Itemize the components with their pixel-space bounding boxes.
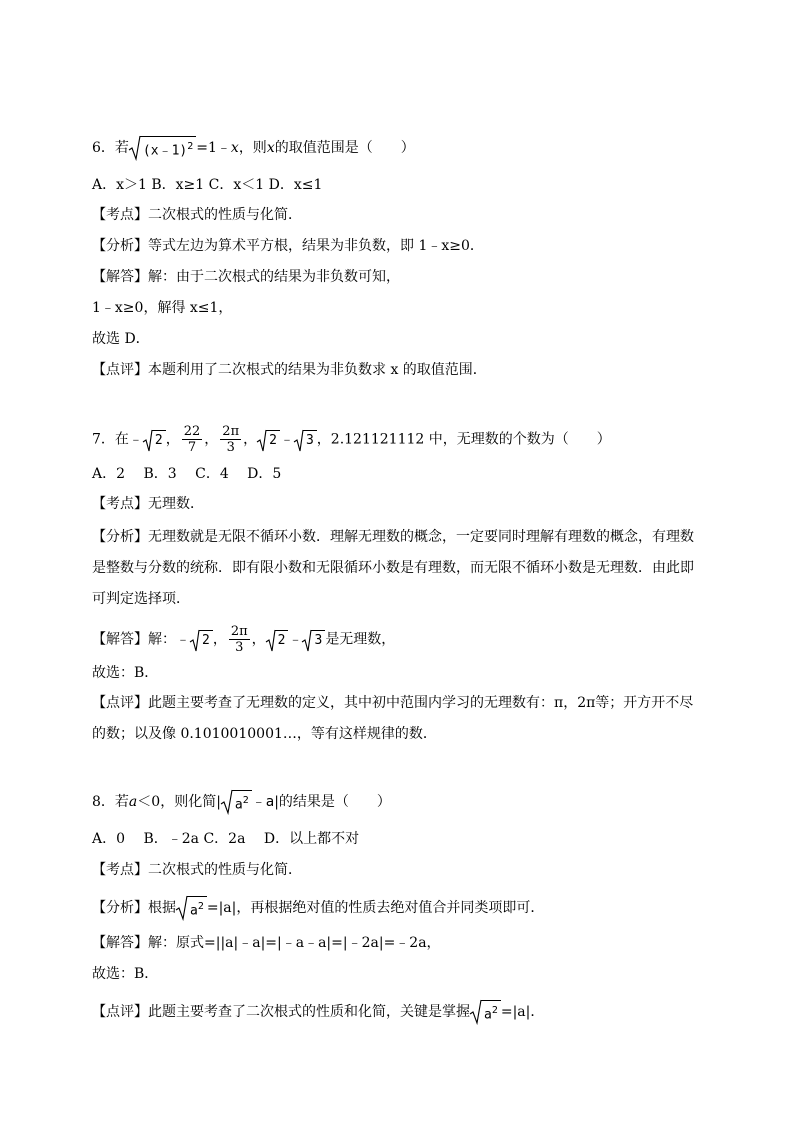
q8-radicand: a	[234, 797, 243, 813]
q6-prefix: 6．若	[92, 140, 129, 157]
q7-stem: 7．在﹣ 2 ， $\frac{22}{7}$ ， $\frac{2\pi}{3}$ ， 2 ﹣ 3 ，2.121121112 中，无理数的个数为（ ）	[92, 424, 611, 455]
q7-answer: 故选：B．	[92, 665, 159, 681]
q7-jieda-sqrt3	[302, 630, 325, 650]
dianping-text: 本题利用了二次根式的结果为非负数求 x 的取值范围．	[148, 362, 487, 378]
jieda-tag: 【解答】	[92, 631, 148, 648]
q8-var-a: a	[128, 794, 138, 811]
q7-sqrt3	[294, 430, 317, 450]
dianping-text: 此题主要考查了无理数的定义，其中初中范围内学习的无理数有：π，2π等；开方开不尽的数；以及像 0.1010010001…，等有这样规律的数．	[92, 695, 694, 742]
q7-sqrt2-b	[257, 430, 280, 450]
radical-sign-icon	[221, 790, 233, 814]
radical-sign-icon	[302, 630, 312, 652]
q6-equals: =1﹣	[196, 140, 231, 157]
numerator: 2π	[222, 424, 240, 439]
denominator: 3	[226, 440, 235, 455]
q6-kaodian	[92, 205, 302, 225]
q8-prefix: 8．若	[92, 794, 129, 811]
q8-dianping	[92, 1000, 544, 1024]
fenxi-post: ，再根据绝对值的性质去绝对值合并同类项即可．	[236, 900, 545, 917]
q8-answer: 故选：B．	[92, 966, 159, 982]
radical-sign-icon	[190, 630, 200, 652]
kaodian-tag: 【考点】	[92, 207, 148, 223]
q7-dianping	[92, 688, 704, 750]
q6-fenxi	[92, 236, 484, 256]
dianping-tag: 【点评】	[92, 1004, 148, 1021]
q7-prefix: 7．在﹣	[92, 431, 143, 448]
dianping-tag: 【点评】	[92, 695, 148, 711]
q8-fenxi-sqrt	[176, 896, 207, 920]
jieda-text: 解：由于二次根式的结果为非负数可知，	[148, 269, 400, 285]
dianping-eq: =|a|．	[500, 1004, 545, 1021]
denominator: 7	[187, 440, 197, 455]
exponent: 2	[197, 901, 204, 912]
jieda-text: 解：原式=||a|﹣a|=|﹣a﹣a|=|﹣2a|=﹣2a，	[148, 935, 441, 951]
q6-answer: 故选 D．	[92, 331, 150, 347]
q6-options: A．x＞1 B．x≥1 C．x＜1 D．x≤1	[92, 177, 323, 193]
jieda-pre: 解：﹣	[148, 631, 190, 648]
q8-sqrt-expression	[221, 790, 252, 814]
q7-tail: ，2.121121112 中，无理数的个数为（ ）	[316, 431, 611, 448]
numerator: 22	[183, 424, 201, 439]
exponent: 2	[491, 1005, 498, 1016]
radicand-3: 3	[303, 430, 317, 449]
fenxi-text: 无理数就是无限不循环小数．理解无理数的概念，一定要同时理解有理数的概念，有理数是整数与分数的统称．即有限小数和无限循环小数是有理数，而无限不循环小数是无理数．由此即可判定选择项．	[92, 529, 694, 607]
radicand: a	[190, 903, 198, 919]
radicand-2: 2	[266, 430, 280, 449]
q6-question-end: 的取值范围是（ ）	[274, 140, 415, 157]
q7-kaodian	[92, 494, 204, 514]
q6-dianping	[92, 360, 487, 380]
q8-kaodian	[92, 860, 302, 880]
radical-sign-icon	[129, 136, 141, 160]
kaodian-text: 无理数．	[148, 496, 204, 512]
q8-fenxi	[92, 896, 544, 920]
dianping-pre: 此题主要考查了二次根式的性质和化简，关键是掌握	[148, 1004, 470, 1021]
q6-radicand: (x﹣1)	[142, 143, 188, 159]
jieda-tag: 【解答】	[92, 935, 148, 951]
q6-suffix: ，则	[238, 140, 267, 157]
q7-fraction-22-7	[182, 424, 203, 455]
q8-suffix: |的结果是（ ）	[274, 794, 391, 811]
radical-sign-icon	[176, 896, 188, 920]
radical-sign-icon	[266, 630, 276, 652]
q6-exponent: 2	[187, 141, 194, 152]
q8-condition: ＜0，则化简|	[137, 794, 221, 811]
radicand-2: 2	[152, 430, 166, 449]
kaodian-tag: 【考点】	[92, 496, 148, 512]
q7-jieda: 【解答】解：﹣ 2 ， $\frac{2\pi}{3}$ ， 2 ﹣ 3 是无理数，	[92, 624, 396, 655]
radical-sign-icon	[294, 430, 304, 452]
q7-fenxi	[92, 522, 704, 615]
numerator: 2π	[230, 624, 248, 639]
fenxi-tag: 【分析】	[92, 238, 148, 254]
q7-options: A．2 B．3 C．4 D．5	[92, 466, 282, 482]
kaodian-text: 二次根式的性质与化简．	[148, 207, 302, 223]
q7-jieda-sqrt2	[190, 630, 213, 650]
q8-jieda	[92, 933, 441, 953]
radical-sign-icon	[470, 1000, 482, 1024]
kaodian-tag: 【考点】	[92, 862, 148, 878]
q6-jieda-2: 1﹣x≥0，解得 x≤1，	[92, 300, 233, 316]
q7-jieda-fraction	[229, 624, 250, 655]
q6-var-x2: x	[266, 140, 275, 157]
q8-options: A．0 B．﹣2a C．2a D．以上都不对	[92, 831, 360, 847]
q8-stem	[92, 790, 391, 814]
jieda-post: 是无理数，	[325, 631, 396, 648]
radicand-2: 2	[199, 630, 213, 649]
radicand: a	[484, 1007, 492, 1023]
q8-minus-a: ﹣a	[251, 794, 275, 811]
denominator: 3	[235, 640, 244, 655]
q6-var-x: x	[230, 140, 239, 157]
q6-stem	[92, 136, 415, 160]
fenxi-pre: 根据	[148, 900, 176, 917]
jieda-tag: 【解答】	[92, 269, 148, 285]
radicand-3: 3	[311, 630, 325, 649]
fenxi-text: 等式左边为算术平方根，结果为非负数，即 1﹣x≥0．	[148, 238, 484, 254]
q7-sqrt2	[143, 430, 166, 450]
fenxi-eq: =|a|	[206, 900, 237, 917]
radicand-2: 2	[275, 630, 289, 649]
fenxi-tag: 【分析】	[92, 529, 148, 545]
q6-jieda	[92, 267, 400, 287]
fenxi-tag: 【分析】	[92, 900, 148, 917]
q8-exponent: 2	[242, 795, 249, 806]
radical-sign-icon	[257, 430, 267, 452]
q7-fraction-2pi-3	[220, 424, 241, 455]
q6-sqrt-expression	[129, 136, 196, 160]
q8-dianping-sqrt	[470, 1000, 501, 1024]
radical-sign-icon	[143, 430, 153, 452]
dianping-tag: 【点评】	[92, 362, 148, 378]
q7-jieda-sqrt2-b	[266, 630, 289, 650]
kaodian-text: 二次根式的性质与化简．	[148, 862, 302, 878]
